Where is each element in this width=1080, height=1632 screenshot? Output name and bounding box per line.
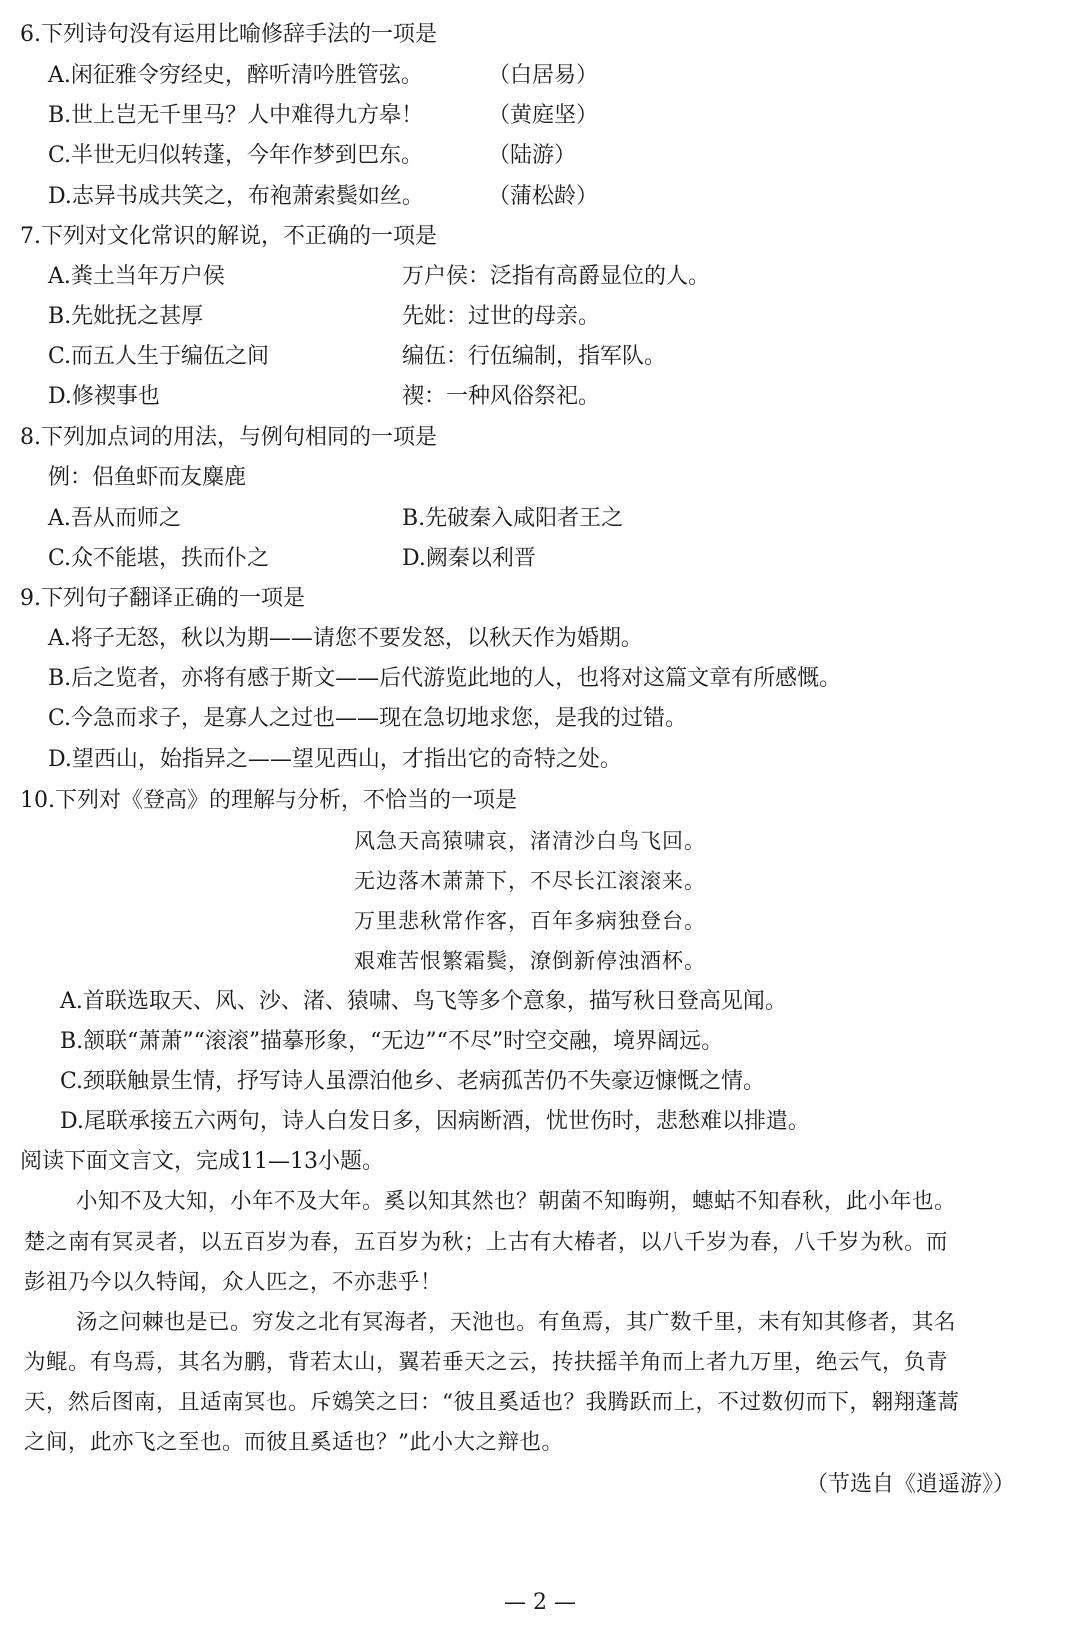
q7-option-b-term: B.先妣抚之甚厚 <box>48 304 204 329</box>
passage-p2-line-4: 之间，此亦飞之至也。而彼且奚适也？”此小大之辩也。 <box>24 1430 564 1455</box>
q6-option-d: D.志异书成共笑之，布袍萧索鬓如丝。 <box>48 184 424 209</box>
q6-option-b: B.世上岂无千里马？人中难得九方皋！ <box>48 103 424 128</box>
poem-line-3: 万里悲秋常作客，百年多病独登台。 <box>354 909 706 933</box>
q8-example: 例：侣鱼虾而友麋鹿 <box>48 465 247 490</box>
q10-option-a: A.首联选取天、风、沙、渚、猿啸、鸟飞等多个意象，描写秋日登高见闻。 <box>60 989 787 1014</box>
q10-stem: 10.下列对《登高》的理解与分析，不恰当的一项是 <box>20 788 517 813</box>
poem-line-2: 无边落木萧萧下，不尽长江滚滚来。 <box>354 869 706 893</box>
q6-option-b-author: （黄庭坚） <box>488 103 599 128</box>
q7-option-b-explanation: 先妣：过世的母亲。 <box>402 304 601 329</box>
q9-option-a: A.将子无怒，秋以为期——请您不要发怒，以秋天作为婚期。 <box>48 626 643 651</box>
q6-option-a-author: （白居易） <box>488 63 599 88</box>
q10-option-c: C.颈联触景生情，抒写诗人虽漂泊他乡、老病孤苦仍不失豪迈慷慨之情。 <box>60 1069 766 1094</box>
q6-option-c: C.半世无归似转蓬，今年作梦到巴东。 <box>48 143 424 168</box>
q7-option-a-term: A.粪土当年万户侯 <box>48 264 225 289</box>
page-number: — 2 — <box>504 1590 576 1615</box>
q7-option-d-term: D.修禊事也 <box>48 384 160 409</box>
q8-option-c: C.众不能堪，抶而仆之 <box>48 546 270 571</box>
q6-stem: 6.下列诗句没有运用比喻修辞手法的一项是 <box>20 22 437 47</box>
q7-option-c-explanation: 编伍：行伍编制，指军队。 <box>402 344 667 369</box>
q8-stem: 8.下列加点词的用法，与例句相同的一项是 <box>20 425 437 450</box>
q10-option-b: B.颔联“萧萧”“滚滚”描摹形象，“无边”“不尽”时空交融，境界阔远。 <box>60 1029 724 1054</box>
q7-option-a-explanation: 万户侯：泛指有高爵显位的人。 <box>402 264 711 289</box>
passage-p1-line-3: 彭祖乃今以久特闻，众人匹之，不亦悲乎！ <box>24 1270 443 1295</box>
poem-line-4: 艰难苦恨繁霜鬓，潦倒新停浊酒杯。 <box>354 949 706 973</box>
passage-p2-line-2: 为鲲。有鸟焉，其名为鹏，背若太山，翼若垂天之云，抟扶摇羊角而上者九万里，绝云气，负青 <box>24 1350 949 1375</box>
q8-option-d: D.阙秦以利晋 <box>402 546 536 571</box>
q7-option-c-term: C.而五人生于编伍之间 <box>48 344 270 369</box>
q6-option-c-author: （陆游） <box>488 143 577 168</box>
q9-option-c: C.今急而求子，是寡人之过也——现在急切地求您，是我的过错。 <box>48 706 688 731</box>
q6-option-d-author: （蒲松龄） <box>488 184 599 209</box>
reading-intro: 阅读下面文言文，完成11—13小题。 <box>20 1149 384 1174</box>
passage-source: （节选自《逍遥游》） <box>806 1472 1016 1497</box>
q7-option-d-explanation: 禊：一种风俗祭祀。 <box>402 384 601 409</box>
passage-p1-line-2: 楚之南有冥灵者，以五百岁为春，五百岁为秋；上古有大椿者，以八千岁为春，八千岁为秋。而 <box>24 1230 949 1255</box>
q9-option-b: B.后之览者，亦将有感于斯文——后代游览此地的人，也将对这篇文章有所感慨。 <box>48 666 842 691</box>
q6-option-a: A.闲征雅令穷经史，醉听清吟胜管弦。 <box>48 63 423 88</box>
passage-p2-line-3: 天，然后图南，且适南冥也。斥鴳笑之曰：“彼且奚适也？我腾跃而上，不过数仞而下，翱翔蓬蒿 <box>24 1390 960 1415</box>
q8-option-b: B.先破秦入咸阳者王之 <box>402 506 624 531</box>
q7-stem: 7.下列对文化常识的解说，不正确的一项是 <box>20 224 437 249</box>
passage-p1-line-1: 小知不及大知，小年不及大年。奚以知其然也？朝菌不知晦朔，蟪蛄不知春秋，此小年也。 <box>76 1189 957 1214</box>
q10-option-d: D.尾联承接五六两句，诗人白发日多，因病断酒，忧世伤时，悲愁难以排遣。 <box>60 1109 810 1134</box>
q9-stem: 9.下列句子翻译正确的一项是 <box>20 586 305 611</box>
q8-option-a: A.吾从而师之 <box>48 506 181 531</box>
passage-p2-line-1: 汤之问棘也是已。穷发之北有冥海者，天池也。有鱼焉，其广数千里，未有知其修者，其名 <box>76 1310 957 1335</box>
poem-line-1: 风急天高猿啸哀，渚清沙白鸟飞回。 <box>354 829 706 853</box>
q9-option-d: D.望西山，始指异之——望见西山，才指出它的奇特之处。 <box>48 747 622 772</box>
